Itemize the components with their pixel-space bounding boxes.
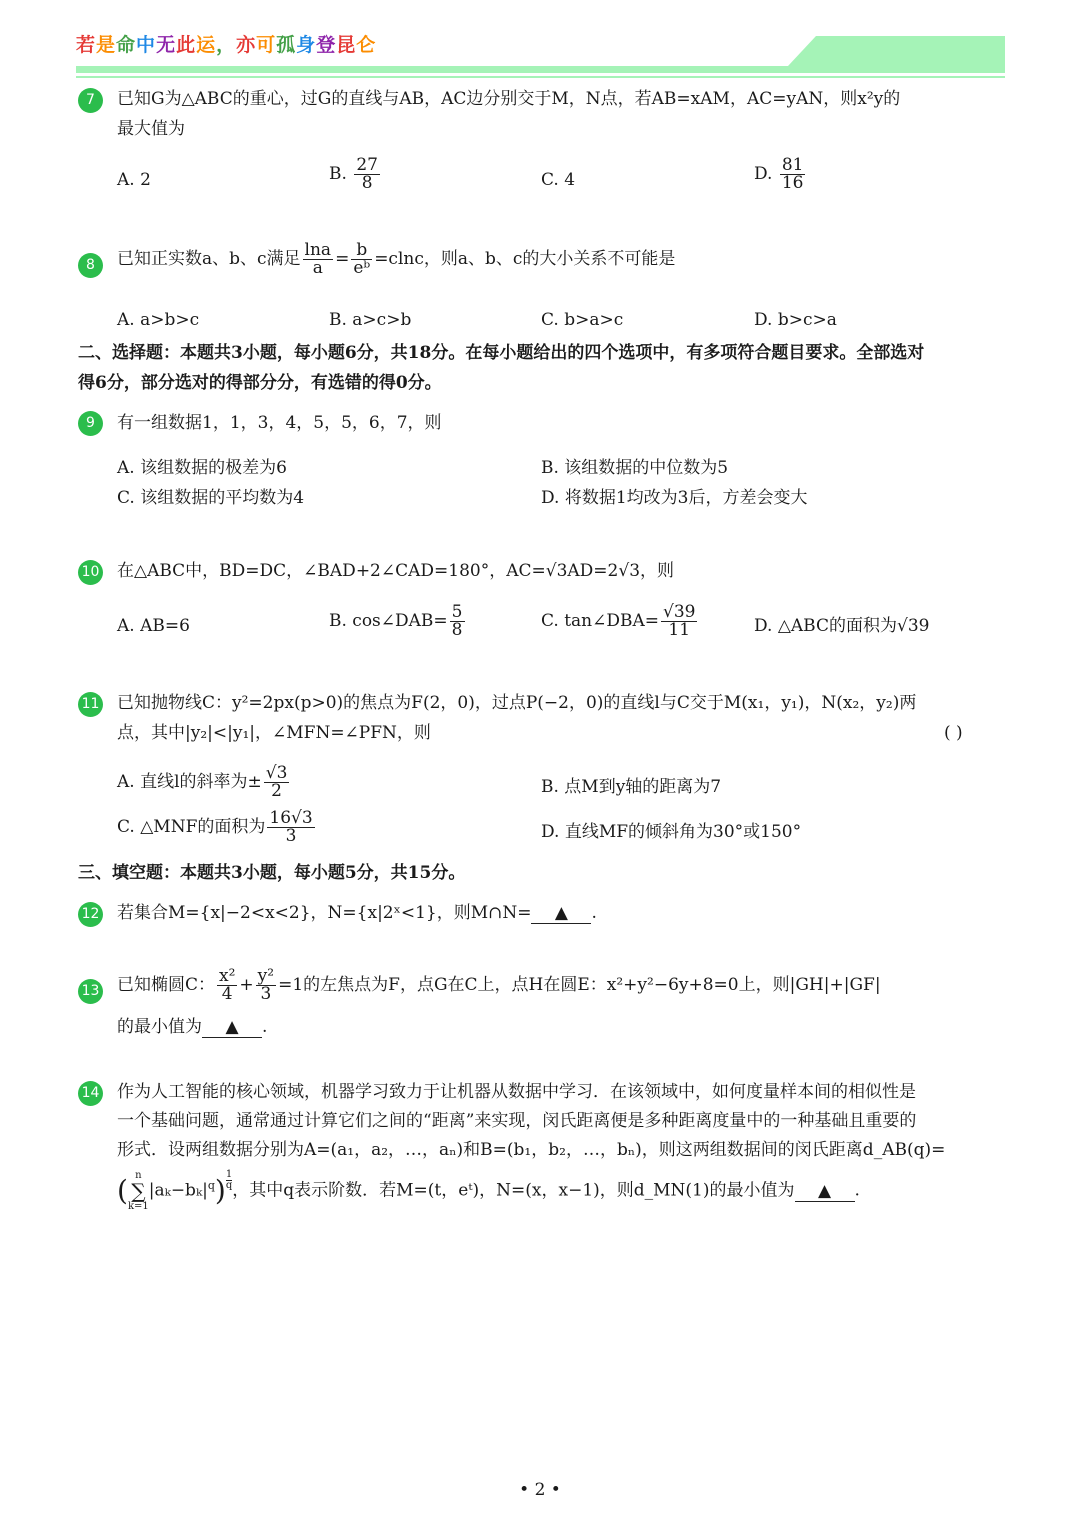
q11-answer-parentheses: ( ) xyxy=(944,723,963,743)
q8-option-b: B. a>c>b xyxy=(329,310,412,330)
question-number-9: 9 xyxy=(78,411,103,436)
slogan-char: 仑 xyxy=(356,34,377,56)
slogan-char: 命 xyxy=(116,34,137,56)
page-number: • 2 • xyxy=(519,1480,561,1500)
q14-stem-line1: 作为人工智能的核心领域，机器学习致力于让机器从数据中学习．在该领域中，如何度量样本间的相似性是 xyxy=(117,1082,916,1102)
q11-option-c: C. △MNF的面积为 $\frac{16√3}{3}$ xyxy=(117,808,313,846)
slogan-char: 无 xyxy=(156,34,177,56)
q8-option-c: C. b>a>c xyxy=(541,310,624,330)
q11-option-d: D. 直线MF的倾斜角为30°或150° xyxy=(541,822,802,842)
header-accent-shape xyxy=(76,36,1006,80)
question-number-11: 11 xyxy=(78,692,103,717)
slogan-char: 登 xyxy=(316,34,337,56)
q7-option-d: D. $\frac{81}{16}$ xyxy=(754,155,804,193)
q7-option-c: C. 4 xyxy=(541,170,576,190)
q10-stem: 在△ABC中，BD=DC，∠BAD+2∠CAD=180°，AC=√3AD=2√3，则 xyxy=(117,561,675,581)
slogan-char: 此 xyxy=(176,34,197,56)
q7-option-a: A. 2 xyxy=(117,170,151,190)
q8-option-a: A. a>b>c xyxy=(117,310,200,330)
q9-option-a: A. 该组数据的极差为6 xyxy=(117,458,287,478)
slogan-char: 运 xyxy=(196,34,217,56)
q9-option-b: B. 该组数据的中位数为5 xyxy=(541,458,729,478)
q7-option-b: B. $\frac{27}{8}$ xyxy=(329,155,378,193)
slogan-char: 身 xyxy=(296,34,317,56)
question-number-13: 13 xyxy=(78,979,103,1004)
section-2-heading-line2: 得6分，部分选对的得部分分，有选错的得0分。 xyxy=(78,373,442,393)
q14-stem-line4: ( n ∑ k=1 $|a_k-b_k|^q$) $\frac{1}{q}$ ，其中q表示阶数．若M=(t，eᵗ)，N=(x，x−1)，则d_MN(1)的最小值为 ▲ . xyxy=(117,1169,860,1212)
slogan-char: 若 xyxy=(76,34,97,56)
section-3-heading: 三、填空题：本题共3小题，每小题5分，共15分。 xyxy=(78,863,466,883)
q11-stem-line1: 已知抛物线C：y²=2px(p>0)的焦点为F(2，0)，过点P(−2，0)的直线l与C交于M(x₁，y₁)，N(x₂，y₂)两 xyxy=(117,693,917,713)
slogan-char: ， xyxy=(216,34,237,56)
q11-option-a: A. 直线l的斜率为± $\frac{√3}{2}$ xyxy=(117,763,288,801)
q8-option-d: D. b>c>a xyxy=(754,310,837,330)
q13-stem-line2: 的最小值为 ▲ . xyxy=(117,1017,268,1037)
q14-answer-blank[interactable]: ▲ xyxy=(795,1181,855,1202)
question-number-7: 7 xyxy=(78,88,103,113)
slogan-char: 孤 xyxy=(276,34,297,56)
q9-option-d: D. 将数据1均改为3后，方差会变大 xyxy=(541,488,808,508)
header-banner xyxy=(0,0,1080,80)
q7-stem-line2: 最大值为 xyxy=(117,119,185,139)
slogan-char: 是 xyxy=(96,34,117,56)
question-number-14: 14 xyxy=(78,1081,103,1106)
q10-option-d: D. △ABC的面积为√39 xyxy=(754,616,930,636)
q10-option-a: A. AB=6 xyxy=(117,616,190,636)
q14-stem-line2: 一个基础问题，通常通过计算它们之间的“距离”来实现，闵氏距离便是多种距离度量中的一种基础且重要的 xyxy=(117,1111,917,1131)
q12-answer-blank[interactable]: ▲ xyxy=(531,903,591,924)
q10-option-b: B. cos∠DAB= $\frac{5}{8}$ xyxy=(329,602,463,640)
slogan-char: 中 xyxy=(136,34,157,56)
slogan-char: 可 xyxy=(256,34,277,56)
slogan-char: 昆 xyxy=(336,34,357,56)
slogan-char: 亦 xyxy=(236,34,257,56)
q13-stem-line1: 已知椭圆C： $\frac{\text{x²}}{4}$ + $\frac{\text{y²}}{3}$ =1的左焦点为F，点G在C上，点H在圆E：x²+y²−6y+8=0上，则|GH|+|GF| xyxy=(117,966,881,1004)
q9-stem: 有一组数据1，1，3，4，5，5，6，7，则 xyxy=(117,413,442,433)
q13-answer-blank[interactable]: ▲ xyxy=(202,1017,262,1038)
q8-stem: 已知正实数a、b、c满足 $\frac{\ln a}{a}$ = $\frac{b}{\text{eᵇ}}$ =clnc，则a、b、c的大小关系不可能是 xyxy=(117,240,676,278)
question-number-12: 12 xyxy=(78,902,103,927)
q11-stem-line2: 点，其中|y₂|<|y₁|，∠MFN=∠PFN，则 xyxy=(117,723,431,743)
sum-formula: ( n ∑ k=1 $|a_k-b_k|^q$) $\frac{1}{q}$ xyxy=(117,1169,233,1212)
q10-option-c: C. tan∠DBA= $\frac{√39}{11}$ xyxy=(541,602,696,640)
question-number-8: 8 xyxy=(78,253,103,278)
q9-option-c: C. 该组数据的平均数为4 xyxy=(117,488,305,508)
q12-stem: 若集合M={x|−2<x<2}，N={x|2ˣ<1}，则M∩N= ▲ . xyxy=(117,903,597,923)
q7-stem-line1: 已知G为△ABC的重心，过G的直线与AB，AC边分别交于M，N点，若AB=xAM，AC=yAN，则x²y的 xyxy=(117,89,901,109)
q14-stem-line3: 形式．设两组数据分别为A=(a₁，a₂，…，aₙ)和B=(b₁，b₂，…，bₙ)，则这两组数据间的闵氏距离d_AB(q)= xyxy=(117,1140,946,1160)
section-2-heading-line1: 二、选择题：本题共3小题，每小题6分，共18分。在每小题给出的四个选项中，有多项符合题目要求。全部选对 xyxy=(78,343,925,363)
q11-option-b: B. 点M到y轴的距离为7 xyxy=(541,777,722,797)
question-number-10: 10 xyxy=(78,560,103,585)
